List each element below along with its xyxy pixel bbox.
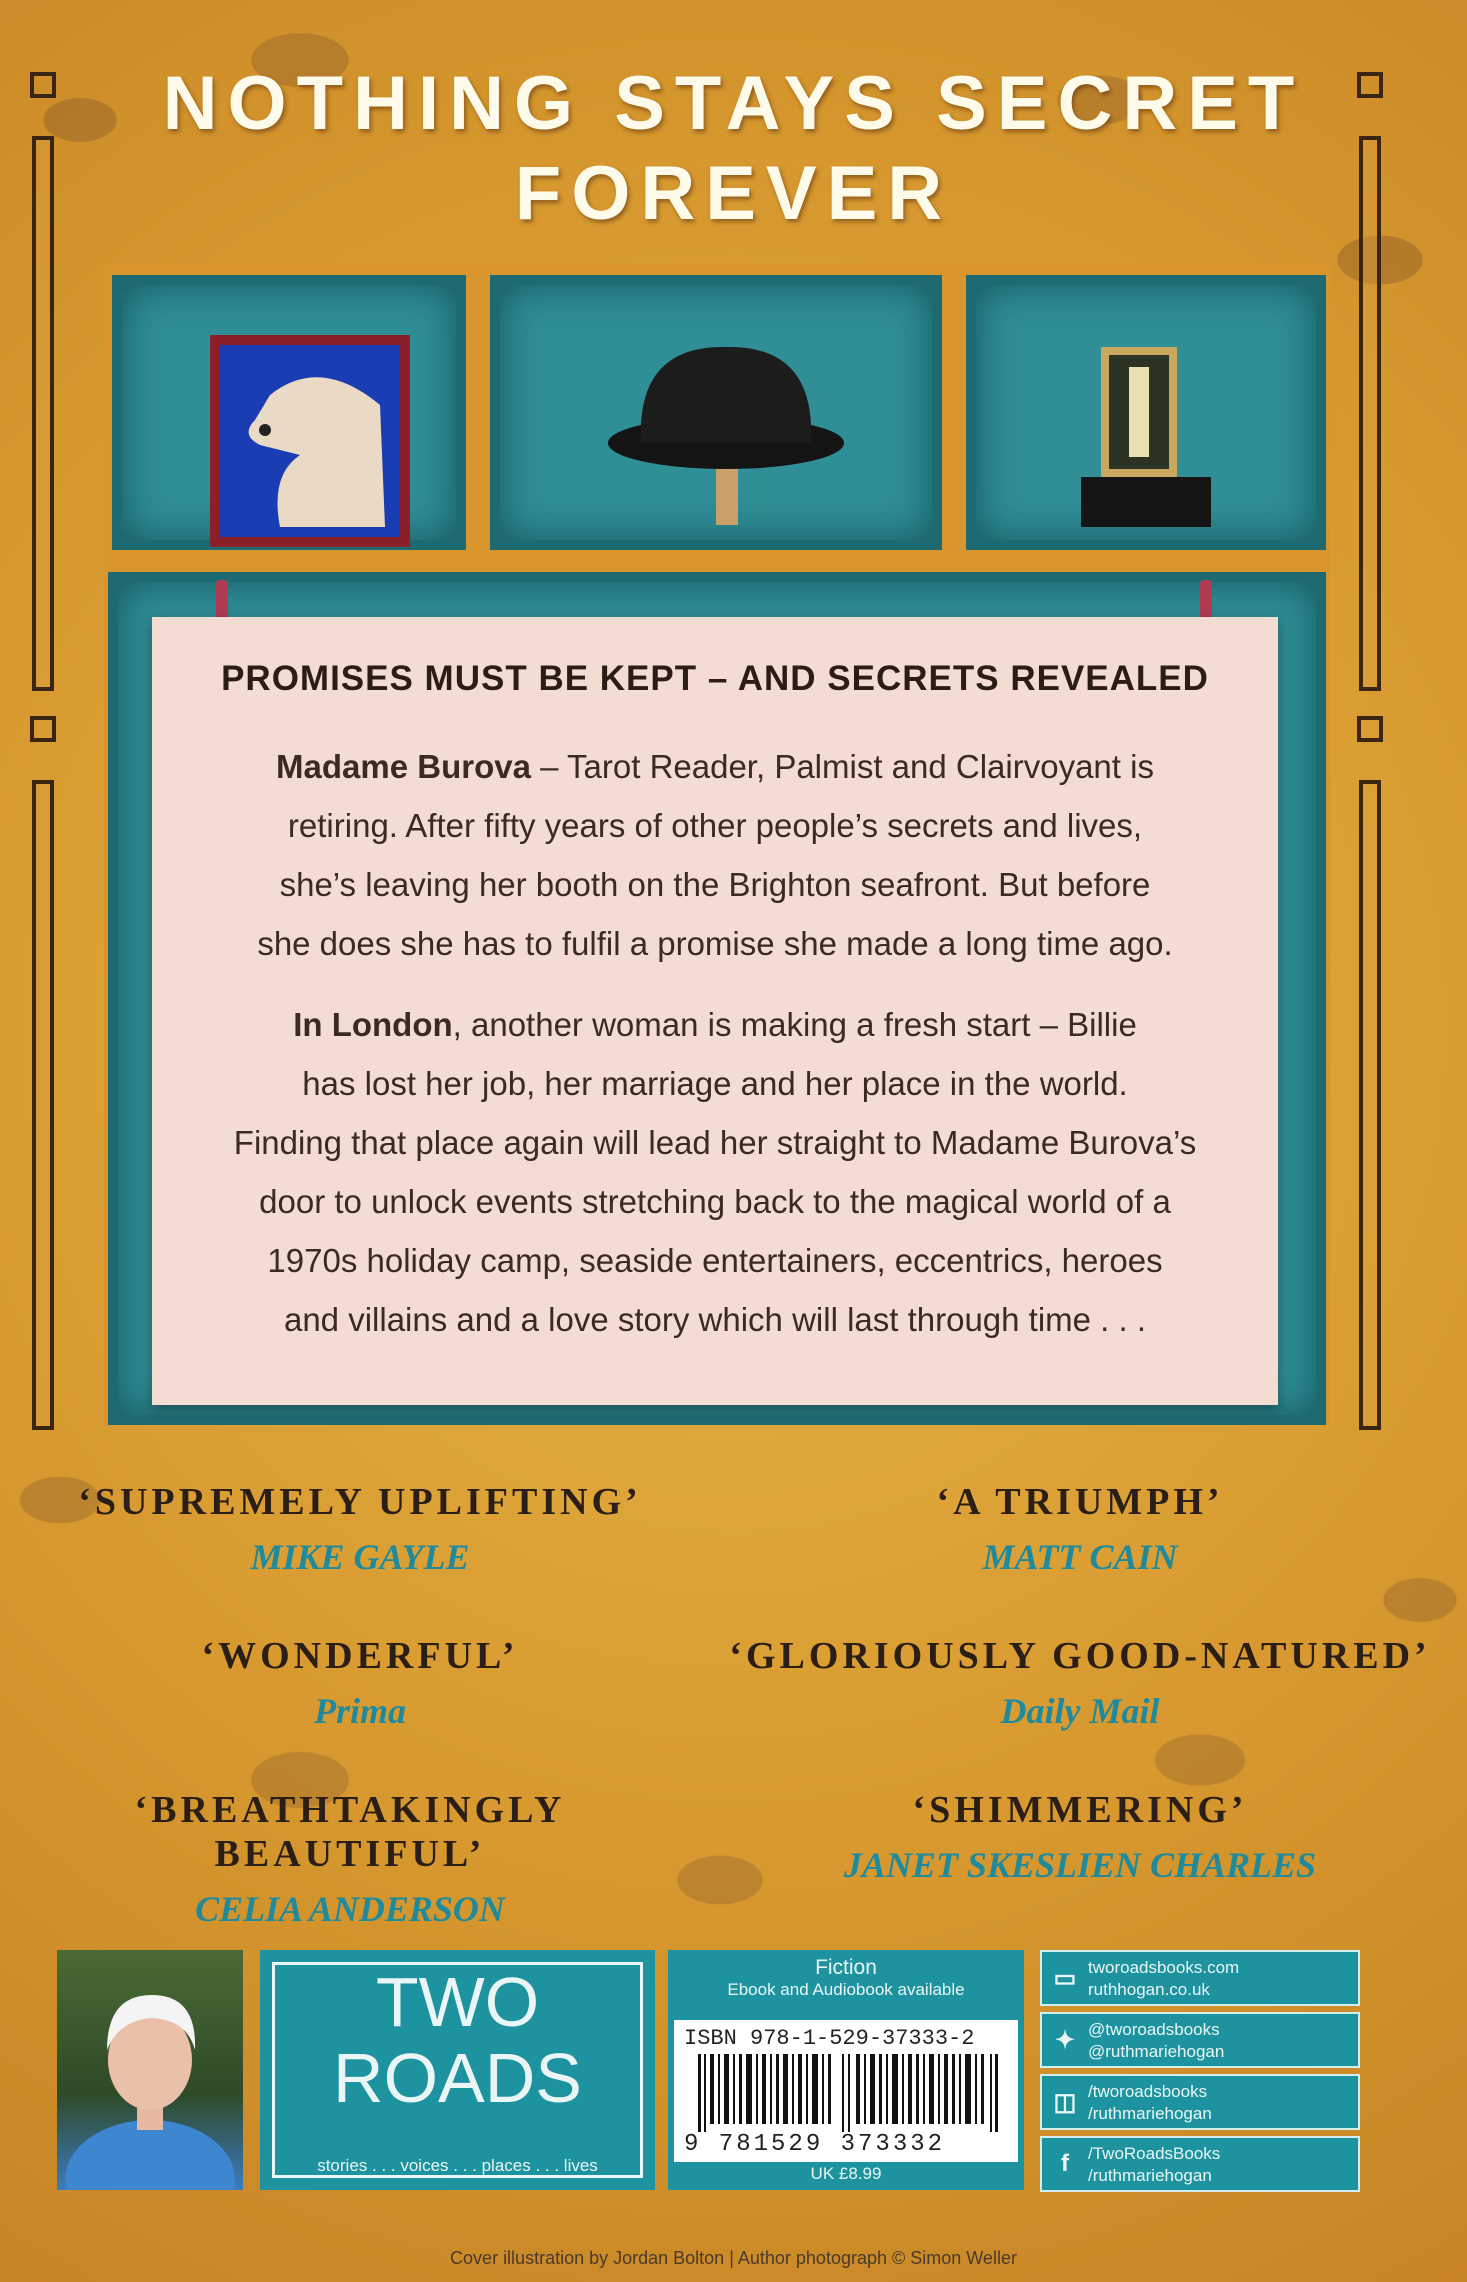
review-quote [760, 1788, 1400, 1886]
blurb-lead-name: Madame Burova [276, 748, 531, 785]
headline-line-2: FOREVER [514, 151, 953, 236]
headline-line-1: NOTHING STAYS SECRET [162, 61, 1305, 146]
frame-square-mid-right [1357, 716, 1383, 742]
blurb-line: Finding that place again will lead her straight to Madame Burova’s [233, 1124, 1197, 1161]
review-quote [0, 1788, 700, 1930]
social-line-1: /TwoRoadsBooks [1088, 2144, 1221, 2163]
review-quote [20, 1634, 700, 1732]
blurb-line: she does she has to fulfil a promise she made a long time ago. [257, 925, 1173, 962]
blurb-panel [152, 617, 1278, 1405]
format-availability: Ebook and Audiobook available [727, 1980, 965, 1999]
isbn-text: ISBN 978-1-529-37333-2 [684, 2026, 975, 2051]
quote-text: ‘SUPREMELY UPLIFTING’ [78, 1481, 642, 1523]
blurb-line: , another woman is making a fresh start – Billie [452, 1006, 1137, 1043]
blurb-line: she’s leaving her booth on the Brighton seafront. But before [279, 866, 1151, 903]
dog-portrait-icon [210, 335, 410, 555]
barcode-label [674, 2020, 1018, 2162]
social-line-2: /ruthmariehogan [1088, 2166, 1212, 2185]
frame-bar-right-lower [1359, 780, 1381, 1430]
quote-text: ‘BREATHTAKINGLY BEAUTIFUL’ [134, 1789, 566, 1875]
publisher-word-2: ROADS [333, 2039, 582, 2117]
facebook-icon: f [1061, 2150, 1069, 2177]
blurb-line: 1970s holiday camp, seaside entertainers, eccentrics, heroes [267, 1242, 1163, 1279]
instagram-icon: ◫ [1053, 2089, 1077, 2116]
twitter-icon: ✦ [1054, 2027, 1076, 2054]
publisher-logo [260, 1950, 655, 2190]
social-row-facebook[interactable] [1040, 2136, 1360, 2192]
publisher-word-1: TWO [375, 1963, 540, 2041]
social-line-1: @tworoadsbooks [1088, 2020, 1220, 2039]
social-line-1: tworoadsbooks.com [1088, 1958, 1240, 1977]
social-line-2: @ruthmariehogan [1088, 2042, 1225, 2061]
blurb-paragraph-1 [172, 737, 1258, 973]
quote-author: JANET SKESLIEN CHARLES [843, 1845, 1317, 1885]
blurb-line: and villains and a love story which will last through time . . . [283, 1301, 1147, 1338]
quote-text: ‘GLORIOUSLY GOOD-NATURED’ [729, 1635, 1431, 1677]
barcode-block [668, 1950, 1024, 2190]
barcode-number: 9 781529 373332 [684, 2131, 946, 2158]
review-quote [20, 1480, 700, 1578]
social-line-2: ruthhogan.co.uk [1088, 1980, 1210, 1999]
social-links [1040, 1950, 1360, 2190]
quote-text: ‘WONDERFUL’ [201, 1635, 519, 1677]
social-line-1: /tworoadsbooks [1088, 2082, 1208, 2101]
author-portrait-icon [57, 1950, 243, 2190]
publisher-tagline: stories . . . voices . . . places . . . lives [317, 2156, 598, 2175]
genre-label: Fiction [815, 1956, 877, 1979]
social-line-2: /ruthmariehogan [1088, 2104, 1212, 2123]
quote-author: MATT CAIN [982, 1537, 1178, 1577]
shelf-box-middle [490, 275, 942, 550]
blurb-lead-place: In London [293, 1006, 453, 1043]
blurb-heading: PROMISES MUST BE KEPT – AND SECRETS REVEALED [221, 659, 1209, 698]
review-quote [760, 1480, 1400, 1578]
cover-credit: Cover illustration by Jordan Bolton | Author photograph © Simon Weller [450, 2248, 1017, 2268]
frame-square-mid-left [30, 716, 56, 742]
quote-author: MIKE GAYLE [250, 1537, 470, 1577]
quote-author: CELIA ANDERSON [195, 1889, 505, 1929]
quote-text: ‘SHIMMERING’ [912, 1789, 1248, 1831]
review-quote [720, 1634, 1440, 1732]
quote-author: Daily Mail [1000, 1691, 1160, 1731]
shelf-box-left [112, 275, 466, 550]
tarot-card-icon [1081, 347, 1221, 547]
social-row-web[interactable] [1040, 1950, 1360, 2006]
author-photo [57, 1950, 243, 2190]
bowler-hat-icon [596, 325, 856, 525]
quote-author: Prima [313, 1691, 406, 1731]
blurb-line: door to unlock events stretching back to the magical world of a [259, 1183, 1171, 1220]
blurb-paragraph-2 [172, 995, 1258, 1349]
barcode-icon [698, 2054, 998, 2132]
price-label: UK £8.99 [810, 2164, 882, 2183]
shelf-box-right [966, 275, 1326, 550]
social-row-twitter[interactable] [1040, 2012, 1360, 2068]
web-icon: ▭ [1053, 1965, 1077, 1992]
social-row-instagram[interactable] [1040, 2074, 1360, 2130]
blurb-line: – Tarot Reader, Palmist and Clairvoyant is [530, 748, 1154, 785]
frame-bar-left-lower [32, 780, 54, 1430]
quote-text: ‘A TRIUMPH’ [936, 1481, 1224, 1523]
blurb-line: has lost her job, her marriage and her place in the world. [302, 1065, 1128, 1102]
blurb-line: retiring. After fifty years of other people’s secrets and lives, [287, 807, 1143, 844]
